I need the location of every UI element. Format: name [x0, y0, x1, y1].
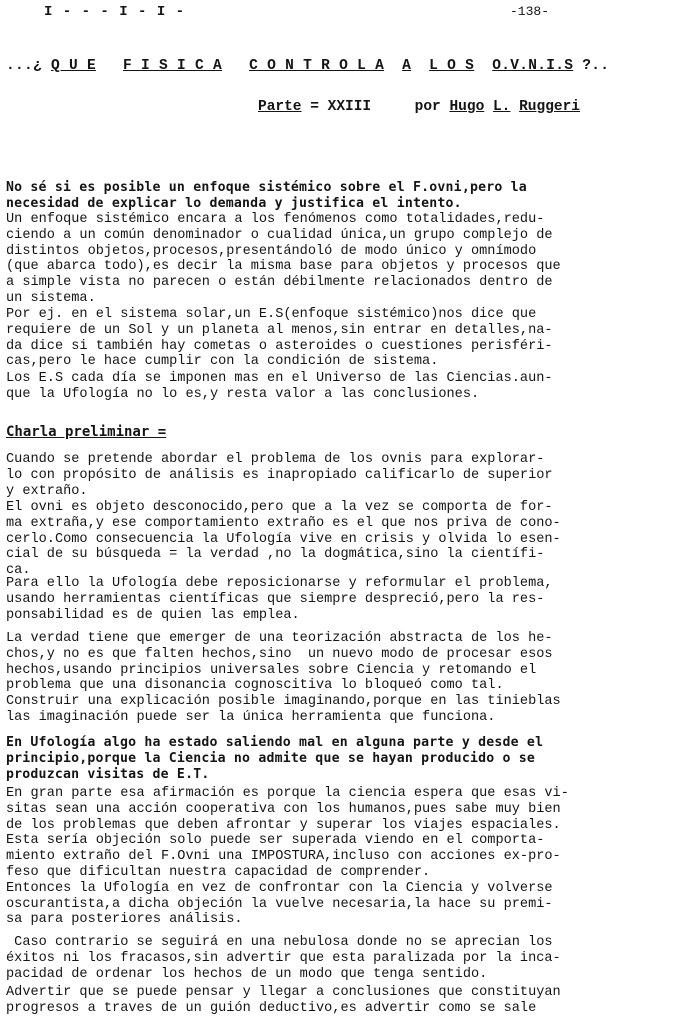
- title-prefix: ...¿: [6, 58, 52, 74]
- paragraph-es-sciences: Los E.S cada día se imponen mas en el Universo de las Ciencias.aun- que la Ufología no lo es,y resta valor a las conclusiones.: [6, 371, 553, 402]
- article-title: [6, 58, 609, 74]
- paragraph-reposition: Para ello la Ufología debe reposicionarse y reformular el problema, usando herramientas científicas que siempre despreció,pero la res- ponsabilidad es de quien las emplea.: [6, 576, 553, 623]
- paragraph-solar-system-example: Por ej. en el sistema solar,un E.S(enfoque sistémico)nos dice que requiere de un Sol y un planeta al menos,sin entrar en detalles,na- da dice si también hay cometas o asteroides o cuestiones perisféri- cas,pero le hace cumplir con la condición de sistema.: [6, 307, 553, 370]
- paragraph-approach-problem: Cuando se pretende abordar el problema de los ovnis para explorar- lo con propósito de análisis es inapropiado calificarlo de superior y extraño.: [6, 452, 553, 499]
- article-subtitle: [258, 99, 580, 115]
- title-word-controla: C O N T R O L A: [249, 58, 385, 74]
- header-marks: I - - - I - I -: [44, 4, 186, 20]
- page-number: -138-: [510, 4, 550, 19]
- author-prefix: por: [414, 99, 450, 115]
- author-first-name: Hugo: [449, 99, 485, 115]
- title-word-que: Q U E: [51, 58, 97, 74]
- part-label: Parte: [258, 99, 302, 115]
- author-last-name: Ruggeri: [519, 99, 581, 115]
- title-word-ovnis: O.V.N.I.S: [492, 58, 574, 74]
- title-word-los: L O S: [429, 58, 475, 74]
- paragraph-unknown-object: El ovni es objeto desconocido,pero que a la vez se comporta de for- ma extraña,y ese comportamiento extraño es el que nos priva de cono- cerlo.Como consecuencia la Ufología vive en crisis y olvida lo esen- cial de su búsqueda = la verdad ,no la dogmática,sino la científi- ca.: [6, 500, 561, 579]
- title-word-a: A: [402, 58, 412, 74]
- title-suffix: ?..: [573, 58, 610, 74]
- paragraph-otherwise: Caso contrario se seguirá en una nebulosa donde no se aprecian los éxitos ni los fracasos,sin advertir que esta paralizada por la inca- pacidad de ordenar los hechos de un modo que tenga sentido.: [6, 935, 561, 982]
- part-number: = XXIII: [301, 99, 372, 115]
- title-word-fisica: F I S I C A: [123, 58, 223, 74]
- intro-bold-paragraph: No sé si es posible un enfoque sistémico sobre el F.ovni,pero la necesidad de explicar lo demanda y justifica el intento.: [6, 180, 527, 211]
- author-initial: L.: [492, 99, 511, 115]
- paragraph-systemic-approach: Un enfoque sistémico encara a los fenómenos como totalidades,redu- ciendo a un común denominador o cualidad única,un grupo complejo de distintos objetos,procesos,presentándoló de modo único y omnímodo (que abarca todo),es decir la misma base para objetos y procesos que a simple vista no parecen o están débilmente relacionados dentro de un sistema.: [6, 212, 561, 306]
- paragraph-science-expects: En gran parte esa afirmación es porque la ciencia espera que esas vi- sitas sean una acción cooperativa con los humanos,pues sabe muy bien de los problemas que deben afrontar y superar los viajes espaciales. Esta sería objeción solo puede ser superada viendo en el comporta- miento extraño del F.Ovni una IMPOSTURA,incluso con acciones ex-pro- feso que dificultan nuestra capacidad de comprender. Entonces la Ufología en vez de confrontar con la Ciencia y volverse oscurantista,a dicha objeción la vuelve necesaria,la hace su premi- sa para posteriores análisis.: [6, 786, 569, 928]
- paragraph-truth-emerge: La verdad tiene que emerger de una teorización abstracta de los he- chos,y no es que falten hechos,sino un nuevo modo de procesar esos hechos,usando principios universales sobre Ciencia y retomando el problema que una disonancia cognoscitiva lo bloqueó como tal. Construir una explicación posible imaginando,porque en las tinieblas las imaginación puede ser la única herramienta que funciona.: [6, 631, 561, 725]
- section-heading: Charla preliminar =: [6, 424, 167, 440]
- bold-paragraph-ufology: En Ufología algo ha estado saliendo mal en alguna parte y desde el principio,porque la Ciencia no admite que se hayan producido o se produzcan visitas de E.T.: [6, 735, 544, 782]
- paragraph-deductive: Advertir que se puede pensar y llegar a conclusiones que constituyan progresos a traves de un guión deductivo,es advertir como se sale: [6, 985, 561, 1016]
